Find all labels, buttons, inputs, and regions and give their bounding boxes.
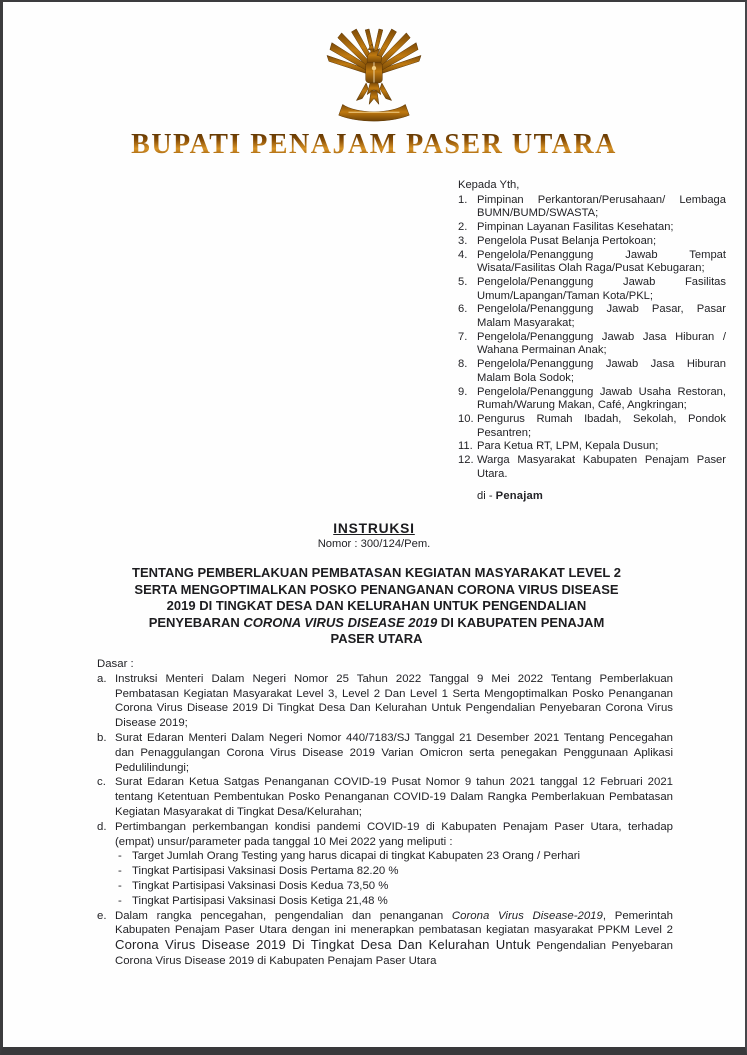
dasar-item-marker: c. [97,776,106,789]
recipient-number: 5. [458,275,468,288]
recipient-number: 9. [458,385,468,398]
recipient-number: 8. [458,358,468,371]
recipient-text: Pimpinan Perkantoran/Perusahaan/ Lembaga BUMN/BUMD/SWASTA; [477,193,726,220]
instruction-heading: INSTRUKSI [333,521,415,536]
dasar-item [97,672,673,731]
dasar-item [97,820,673,909]
dasar-item-marker: a. [97,672,107,685]
dasar-item-text [115,909,673,969]
recipient-salutation: Kepada Yth, [458,179,520,191]
dash-bullet: - [118,894,122,907]
recipient-text: Pengelola/Penanggung Jawab Fasilitas Umum/Lapangan/Taman Kota/PKL; [477,275,726,302]
subject-title-line: 2019 DI TINGKAT DESA DAN KELURAHAN UNTUK PENGENDALIAN [166,598,587,614]
dasar-item-marker: e. [97,909,107,922]
recipient-item [458,413,726,440]
recipient-number: 1. [458,193,468,206]
dasar-e-mid: , Pemerintah Kabupaten Penajam Paser Utara dengan ini menerapkan pembatasan kegiatan masyarakat PPKM Level 2 [115,909,673,937]
subject-title-line: PASER UTARA [330,631,423,647]
recipient-number: 6. [458,303,468,316]
dasar-e-italic: Corona Virus Disease-2019 [451,909,603,922]
subject-title-line [73,615,680,632]
recipient-text: Pengelola/Penanggung Jawab Tempat Wisata/Fasilitas Olah Raga/Pusat Kebugaran; [477,248,726,275]
recipient-text: Pengelola Pusat Belanja Pertokoan; [477,234,657,247]
recipient-number: 7. [458,330,468,343]
dasar-subitem-text: Tingkat Partisipasi Vaksinasi Dosis Pertama 82.20 % [132,865,399,878]
recipient-text: Pengelola/Penanggung Jawab Usaha Restoran, Rumah/Warung Makan, Café, Angkringan; [477,385,726,412]
dasar-item-text: Surat Edaran Menteri Dalam Negeri Nomor 440/7183/SJ Tanggal 21 Desember 2021 Tentang Pencegahan dan Penaggulangan Corona Virus Disease 2019 Varian Omicron serta penegakan Penggunaan Aplikasi Pedulilindungi; [115,731,673,774]
dasar-item [97,775,673,819]
dasar-subitem-text: Tingkat Partisipasi Vaksinasi Dosis Ketiga 21,48 % [132,894,388,907]
subject-title-line: SERTA MENGOPTIMALKAN POSKO PENANGANAN CORONA VIRUS DISEASE [134,581,619,597]
place-line [458,490,726,504]
dasar-item-marker: d. [97,820,107,833]
recipient-number: 10. [458,412,474,425]
recipient-number: 4. [458,248,468,261]
dasar-section [97,657,673,969]
dasar-item-marker: b. [97,731,107,744]
dasar-subitem [115,864,673,879]
recipient-item [458,235,726,249]
recipient-number: 2. [458,221,468,234]
recipient-list [458,179,726,504]
recipient-text: Para Ketua RT, LPM, Kepala Dusun; [477,440,659,453]
letterhead-title: BUPATI PENAJAM PASER UTARA [3,129,745,161]
dash-bullet: - [118,850,122,863]
dasar-item [97,909,673,969]
dasar-item-text: Surat Edaran Ketua Satgas Penanganan COVID-19 Pusat Nomor 9 tahun 2021 tanggal 12 Februari 2021 tentang Ketentuan Pembentukan Posko Penanganan COVID-19 Dalam Rangka Pemberlakuan Pembatasan Kegiatan Masyarakat di Tingkat Desa/Kelurahan; [115,776,673,818]
recipient-number: 3. [458,234,468,247]
dasar-subitem [115,849,673,864]
subject-title [73,565,680,648]
recipient-number: 11. [458,440,473,453]
recipient-item [458,276,726,303]
dasar-item-text: Instruksi Menteri Dalam Negeri Nomor 25 Tahun 2022 Tanggal 9 Mei 2022 Tentang Pemberlakuan Pembatasan Kegiatan Masyarakat Level 3, Level 2 Dan Level 1 Serta Mengoptimalkan Posko Penanganan Corona Virus Disease 2019 Di Tingkat Desa Dan Kelurahan Untuk Pengendalian Penyebaran Corona Virus Disease 2019; [115,672,673,730]
subject-title-line: TENTANG PEMBERLAKUAN PEMBATASAN KEGIATAN MASYARAKAT LEVEL 2 [132,565,621,580]
dasar-item-d-text: Pertimbangan perkembangan kondisi pandemi COVID-19 di Kabupaten Penajam Paser Utara, terhadap (empat) unsur/parameter pada tanggal 10 Mei 2022 yang meliputi : [115,820,673,848]
recipient-item [458,303,726,330]
dasar-item [97,731,673,775]
recipient-item [458,440,726,454]
dasar-subitem [115,879,673,894]
recipient-item [458,358,726,385]
recipient-item [458,386,726,413]
subject-line4-pre: PENYEBARAN [148,614,244,630]
recipient-text: Pengelola/Penanggung Jawab Jasa Hiburan Malam Bola Sodok; [477,358,726,384]
dasar-label: Dasar : [97,658,134,670]
recipient-text: Pengelola/Penanggung Jawab Jasa Hiburan / Wahana Permainan Anak; [477,330,726,357]
subject-line4-post: DI KABUPATEN PENAJAM [437,614,605,630]
dasar-e-post: Pengendalian Penyebaran Corona Virus Disease 2019 di Kabupaten Penajam Paser Utara [115,940,673,967]
dash-bullet: - [118,879,122,892]
dasar-item-text [115,820,673,909]
instruction-block [3,521,745,550]
recipient-number: 12. [458,454,474,467]
dash-bullet: - [118,865,122,878]
recipient-text: Pengelola/Penanggung Jawab Pasar, Pasar Malam Masyarakat; [477,303,726,330]
recipient-item [458,249,726,276]
dasar-e-large: Corona Virus Disease 2019 Di Tingkat Desa Dan Kelurahan Untuk [115,937,531,953]
recipient-text: Pimpinan Layanan Fasilitas Kesehatan; [477,221,674,234]
garuda-pancasila-emblem [325,26,423,126]
recipient-item [458,454,726,481]
dasar-subitem-text: Tingkat Partisipasi Vaksinasi Dosis Kedua 73,50 % [132,879,389,892]
letterhead-emblem-wrap [3,26,745,131]
recipient-text: Pengurus Rumah Ibadah, Sekolah, Pondok Pesantren; [477,412,726,439]
subject-line4-italic: CORONA VIRUS DISEASE 2019 [243,614,438,630]
instruction-number: Nomor : 300/124/Pem. [317,538,431,550]
recipient-item [458,194,726,221]
place-name: Penajam [495,490,544,503]
place-prefix: di - [477,490,496,503]
dasar-subitem-text: Target Jumlah Orang Testing yang harus dicapai di tingkat Kabupaten 23 Orang / Perhari [132,850,581,863]
recipient-item [458,221,726,235]
dasar-subitem [115,894,673,909]
recipient-text: Warga Masyarakat Kabupaten Penajam Paser Utara. [477,454,726,480]
dasar-e-pre: Dalam rangka pencegahan, pengendalian dan penanganan [115,909,452,922]
recipient-item [458,331,726,358]
